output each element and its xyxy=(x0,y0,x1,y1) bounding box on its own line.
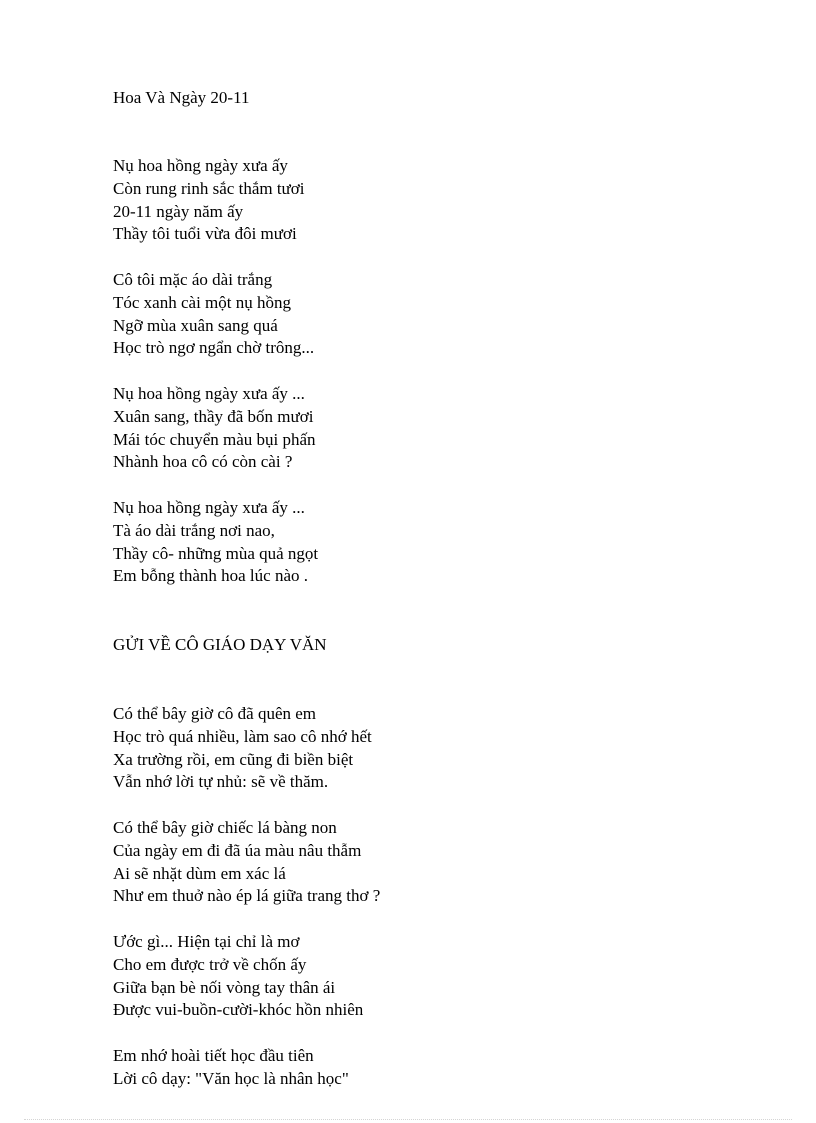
poem-2-stanza-1 xyxy=(113,703,372,794)
verse-line: Có thể bây giờ cô đã quên em xyxy=(113,704,317,723)
verse-line: Giữa bạn bè nối vòng tay thân ái xyxy=(113,977,336,997)
poem-1-title: Hoa Và Ngày 20-11 xyxy=(113,88,250,107)
poem-1-stanza-1 xyxy=(113,155,304,246)
verse-line: Như em thuở nào ép lá giữa trang thơ ? xyxy=(113,886,381,906)
verse-line: Ước gì... Hiện tại chỉ là mơ xyxy=(113,932,300,951)
verse-line: Học trò quá nhiều, làm sao cô nhớ hết xyxy=(113,726,372,746)
poem-1-stanza-4 xyxy=(113,497,318,588)
verse-line: Ngỡ mùa xuân sang quá xyxy=(113,315,278,335)
verse-line: Em nhớ hoài tiết học đầu tiên xyxy=(113,1046,314,1065)
verse-line: Thầy tôi tuổi vừa đôi mươi xyxy=(113,224,297,244)
verse-line: Mái tóc chuyển màu bụi phấn xyxy=(113,429,316,449)
verse-line: Được vui-buồn-cười-khóc hồn nhiên xyxy=(113,1000,364,1020)
verse-line: Có thể bây giờ chiếc lá bàng non xyxy=(113,818,337,837)
verse-line: 20-11 ngày năm ấy xyxy=(113,201,244,221)
verse-line: Xuân sang, thầy đã bốn mươi xyxy=(113,406,314,426)
verse-line: Ai sẽ nhặt dùm em xác lá xyxy=(113,863,286,883)
verse-line: Còn rung rinh sắc thắm tươi xyxy=(113,178,305,198)
verse-line: Tóc xanh cài một nụ hồng xyxy=(113,292,291,312)
poem-2-stanza-3 xyxy=(113,931,363,1022)
verse-line: Nụ hoa hồng ngày xưa ấy ... xyxy=(113,384,305,403)
verse-line: Của ngày em đi đã úa màu nâu thẫm xyxy=(113,840,362,860)
poem-1-stanza-3 xyxy=(113,383,316,474)
poem-1-stanza-2 xyxy=(113,269,314,360)
verse-line: Học trò ngơ ngẩn chờ trông... xyxy=(113,338,315,358)
verse-line: Nhành hoa cô có còn cài ? xyxy=(113,452,293,472)
poem-2-stanza-4 xyxy=(113,1045,349,1091)
verse-line: Cô tôi mặc áo dài trắng xyxy=(113,270,273,289)
poem-2-title: GỬI VỀ CÔ GIÁO DẠY VĂN xyxy=(113,635,327,654)
verse-line: Thầy cô- những mùa quả ngọt xyxy=(113,543,319,563)
verse-line: Nụ hoa hồng ngày xưa ấy xyxy=(113,156,288,175)
verse-line: Xa trường rồi, em cũng đi biền biệt xyxy=(113,749,354,769)
verse-line: Vẫn nhớ lời tự nhủ: sẽ về thăm. xyxy=(113,772,329,792)
verse-line: Em bỗng thành hoa lúc nào . xyxy=(113,566,308,586)
verse-line: Lời cô dạy: "Văn học là nhân học" xyxy=(113,1068,349,1088)
poem-2-stanza-2 xyxy=(113,817,380,908)
verse-line: Cho em được trở về chốn ấy xyxy=(113,954,307,974)
page-bottom-divider xyxy=(24,1119,792,1120)
verse-line: Nụ hoa hồng ngày xưa ấy ... xyxy=(113,498,305,517)
verse-line: Tà áo dài trắng nơi nao, xyxy=(113,520,275,540)
